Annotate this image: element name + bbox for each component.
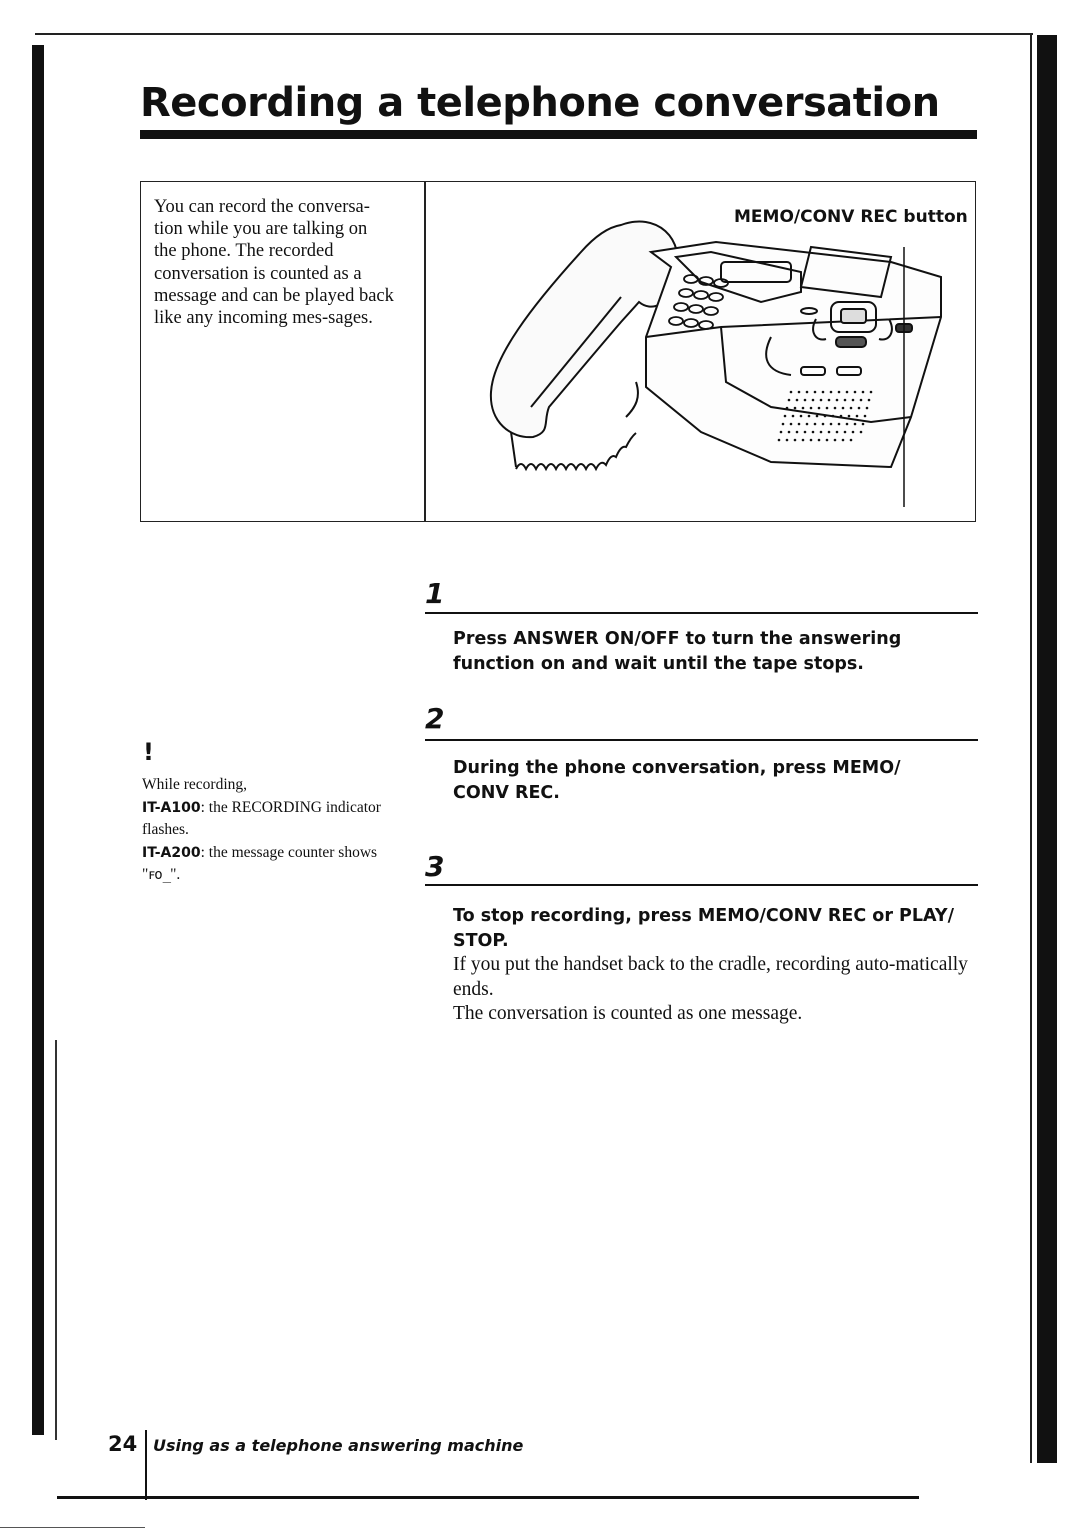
box-divider bbox=[424, 182, 426, 521]
telephone-illustration bbox=[471, 207, 951, 507]
title-underline bbox=[140, 130, 977, 139]
note-line-1: While recording, bbox=[142, 776, 248, 793]
step-3-rule bbox=[425, 884, 978, 886]
side-note bbox=[142, 774, 382, 887]
page-border-right bbox=[1037, 35, 1057, 1463]
step-3-detail-1: If you put the handset back to the cradle, recording auto-matically ends. bbox=[453, 954, 968, 1000]
step-2-instruction: During the phone conversation, press MEMO/ CONV REC. bbox=[453, 758, 901, 803]
step-1-rule bbox=[425, 612, 978, 614]
step-2-rule bbox=[425, 739, 978, 741]
note-a200-text: : the message counter shows " bbox=[142, 843, 378, 884]
page-number: 24 bbox=[108, 1432, 138, 1456]
step-3-instruction: To stop recording, press MEMO/CONV REC or PLAY/ STOP. bbox=[453, 906, 954, 951]
page-border-top bbox=[35, 33, 1033, 35]
note-a200-end: ". bbox=[170, 866, 181, 884]
note-a100-model: IT-A100 bbox=[142, 799, 201, 816]
counter-glyph: ꜰo̲ bbox=[148, 867, 171, 884]
page-border-bottom bbox=[57, 1496, 919, 1499]
section-name: Using as a telephone answering machine bbox=[153, 1436, 524, 1455]
page-border-bottom-thin bbox=[0, 1527, 145, 1528]
note-a100 bbox=[142, 797, 382, 842]
note-a100-text: : the RECORDING indicator flashes. bbox=[142, 798, 381, 839]
step-1-instruction: Press ANSWER ON/OFF to turn the answering function on and wait until the tape stops. bbox=[453, 629, 902, 674]
step-3-number: 3 bbox=[425, 850, 445, 883]
step-2-number: 2 bbox=[425, 702, 445, 735]
memo-conv-rec-callout: MEMO/CONV REC button bbox=[734, 207, 968, 227]
note-a200-model: IT-A200 bbox=[142, 844, 201, 861]
page-border-right-line bbox=[1030, 35, 1032, 1463]
caution-mark: ! bbox=[143, 738, 154, 766]
page-border-left bbox=[32, 45, 44, 1435]
footer-separator bbox=[145, 1430, 147, 1500]
intro-text: You can record the conversa-tion while you are talking on the phone. The recorded conversation is counted as a message and can be played back like any incoming mes-sages. bbox=[154, 197, 394, 329]
intro-figure-box bbox=[140, 181, 976, 522]
page-border-left-inner bbox=[55, 1040, 57, 1440]
step-1-number: 1 bbox=[425, 577, 445, 610]
step-3-detail-2: The conversation is counted as one message. bbox=[453, 1003, 803, 1024]
page-title: Recording a telephone conversation bbox=[140, 80, 940, 126]
note-a200 bbox=[142, 842, 382, 887]
